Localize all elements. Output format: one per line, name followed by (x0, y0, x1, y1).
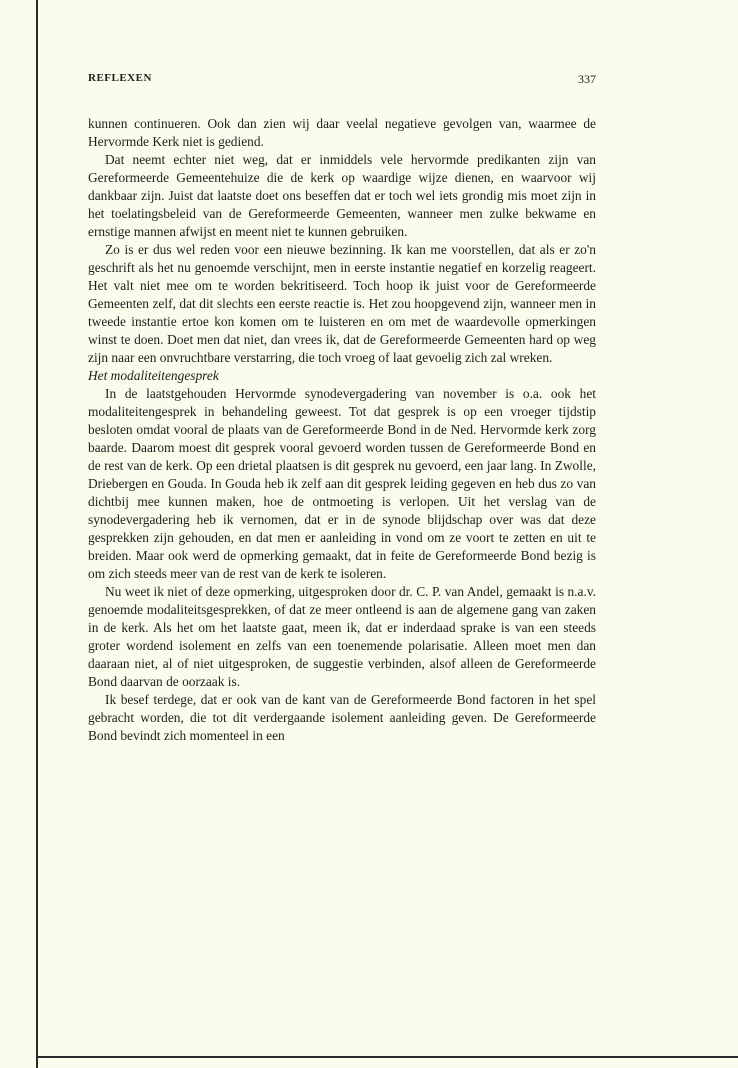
page-number: 337 (578, 72, 596, 86)
paragraph: Ik besef terdege, dat er ook van de kant van de Gereformeerde Bond factoren in het spel gebracht worden, die tot dit verdergaande isolement aanleiding geven. De Gereformeerde Bond bevindt zich momenteel in een (88, 692, 596, 743)
paragraph: kunnen continueren. Ook dan zien wij daar veelal negatieve gevolgen van, waarmee de Hervormde Kerk niet is gediend. (88, 116, 596, 149)
body-text (88, 115, 596, 745)
running-head: REFLEXEN (88, 72, 152, 84)
section-heading: Het modaliteitengesprek (88, 368, 219, 383)
paragraph: Zo is er dus wel reden voor een nieuwe bezinning. Ik kan me voorstellen, dat als er zo'n geschrift als het nu genoemde verschijnt, men in eerste instantie negatief en korzelig reageert. Het valt niet mee om te worden bekritiseerd. Toch hoop ik juist voor de Gereformeerde Gemeenten zelf, dat dit slechts een eerste reactie is. Het zou hoopgevend zijn, wanneer men in tweede instantie ertoe kon komen om te luisteren en om met de waardevolle opmerkingen winst te doen. Doet men dat niet, dan vrees ik, dat de Gereformeerde Gemeenten hard op weg zijn naar een onvruchtbare verstarring, die toch vroeg of laat gevoelig zich zal wreken. (88, 242, 596, 365)
left-page-edge (36, 0, 38, 1068)
bottom-page-edge (36, 1056, 738, 1058)
paragraph: In de laatstgehouden Hervormde synodevergadering van november is o.a. ook het modaliteitengesprek in behandeling geweest. Tot dat gesprek is op een vroeger tijdstip besloten omdat vooral de plaats van de Gereformeerde Bond in de Ned. Hervormde kerk zorg baarde. Daarom moest dit gesprek vooral gevoerd worden tussen de Gereformeerde Bond en de rest van de kerk. Op een drietal plaatsen is dit gesprek nu gevoerd, een jaar lang. In Zwolle, Driebergen en Gouda. In Gouda heb ik zelf aan dit gesprek leiding gegeven en heb dus zo van dichtbij mee kunnen maken, hoe de ontmoeting is verlopen. Uit het verslag van de synodevergadering heb ik vernomen, dat er in de synode blijdschap over was dat deze gesprekken zijn gehouden, en dat men er aanleiding in vond om ze voort te zetten en uit te breiden. Maar ook werd de opmerking gemaakt, dat in feite de Gereformeerde Bond bezig is om zich steeds meer van de rest van de kerk te isoleren. (88, 386, 596, 581)
page-header (88, 72, 596, 90)
paragraph: Nu weet ik niet of deze opmerking, uitgesproken door dr. C. P. van Andel, gemaakt is n.a.v. genoemde modaliteitsgesprekken, of dat ze meer ontleend is aan de algemene gang van zaken in de kerk. Als het om het laatste gaat, meen ik, dat er inderdaad sprake is van een steeds groter wordend isolement en zelfs van een toenemende polarisatie. Alleen moet men dan daaraan niet, al of niet uitgesproken, de suggestie verbinden, alsof alleen de Gereformeerde Bond daarvan de oorzaak is. (88, 584, 596, 689)
paragraph: Dat neemt echter niet weg, dat er inmiddels vele hervormde predikanten zijn van Gereformeerde Gemeentehuize die de kerk op waardige wijze dienen, en waarvoor wij dankbaar zijn. Juist dat laatste doet ons beseffen dat er toch wel iets grondig mis moet zijn in het toelatingsbeleid van de Gereformeerde Gemeenten, wanneer men zulke bekwame en ernstige mannen afwijst en meent niet te kunnen gebruiken. (88, 152, 596, 239)
